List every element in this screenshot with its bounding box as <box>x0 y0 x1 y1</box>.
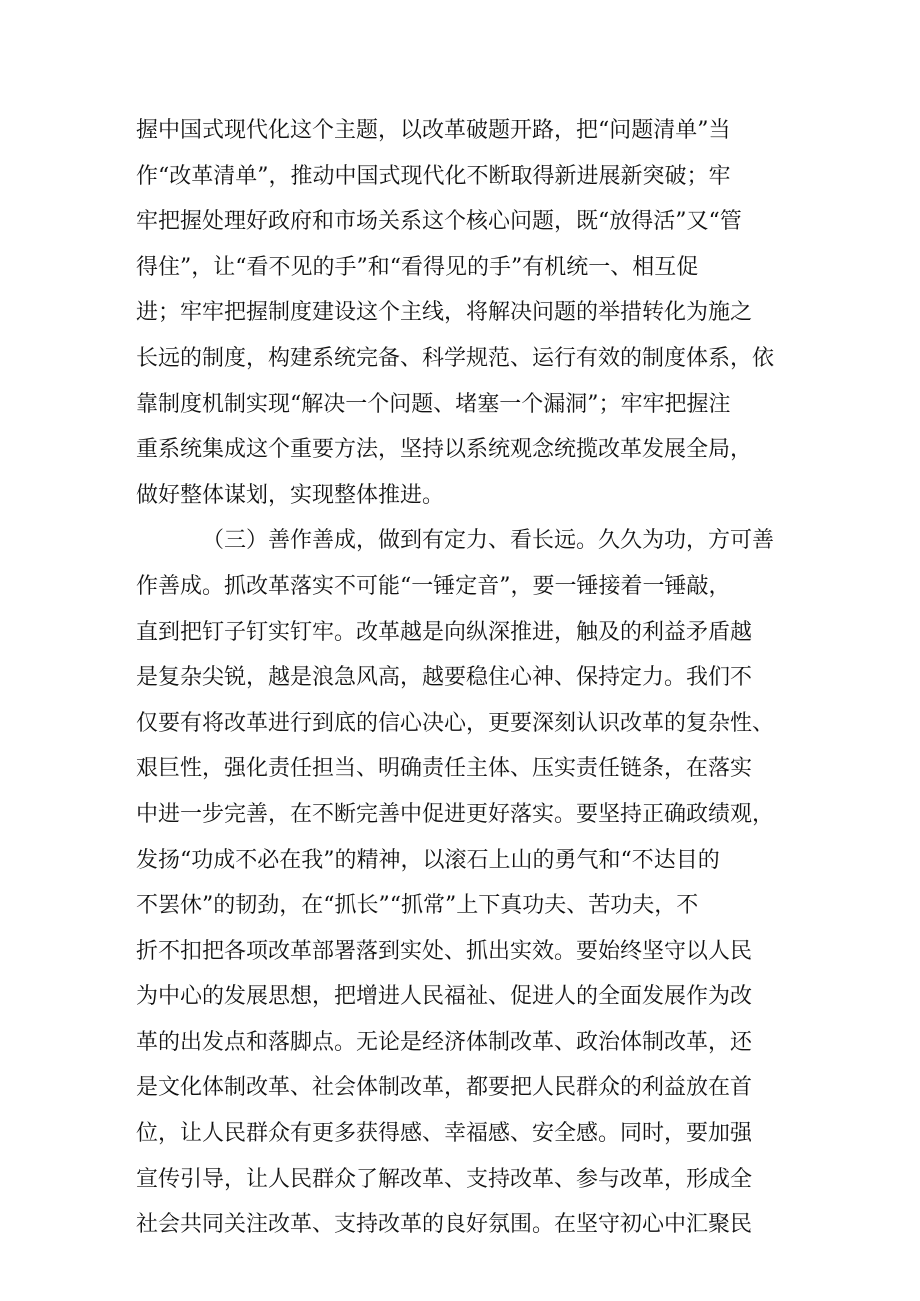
text-line-content: 中进一步完善，在不断完善中促进更好落实。要坚持正确政绩观， <box>136 801 775 827</box>
text-line <box>0 336 920 382</box>
text-line-content: 握中国式现代化这个主题，以改革破题开路，把“问题清单”当 <box>136 118 731 143</box>
text-line <box>0 1065 920 1111</box>
text-line-content: 靠制度机制实现“解决一个问题、堵塞一个漏洞”；牢牢把握注 <box>136 391 731 417</box>
text-line <box>0 1157 920 1203</box>
text-line <box>0 427 920 473</box>
text-line-content: 不罢休”的韧劲，在“抓长”“抓常”上下真功夫、苦功夫，不 <box>136 893 699 919</box>
text-line <box>0 564 920 610</box>
text-line <box>0 1202 920 1248</box>
text-line <box>0 108 920 154</box>
text-line-content: 艰巨性，强化责任担当、明确责任主体、压实责任链条，在落实 <box>136 756 753 782</box>
text-line-content: 作“改革清单”，推动中国式现代化不断取得新进展新突破；牢 <box>136 163 731 189</box>
text-line <box>0 1111 920 1157</box>
text-line-content: 得住”，让“看不见的手”和“看得见的手”有机统一、相互促 <box>136 254 699 280</box>
text-line-content: 是文化体制改革、社会体制改革，都要把人民群众的利益放在首 <box>136 1075 753 1101</box>
text-line-content: 革的出发点和落脚点。无论是经济体制改革、政治体制改革，还 <box>136 1029 753 1055</box>
text-line-content: 为中心的发展思想，把增进人民福祉、促进人的全面发展作为改 <box>136 984 753 1010</box>
text-line-content: 做好整体谋划，实现整体推进。 <box>136 482 445 508</box>
text-line <box>0 883 920 929</box>
text-line <box>0 746 920 792</box>
text-line-content: 发扬“功成不必在我”的精神，以滚石上山的勇气和“不达目的 <box>136 847 720 873</box>
text-line-content: 长远的制度，构建系统完备、科学规范、运行有效的制度体系，依 <box>136 345 775 371</box>
text-line-content: 位，让人民群众有更多获得感、幸福感、安全感。同时，要加强 <box>136 1121 753 1147</box>
body-text <box>0 108 920 1248</box>
text-line-content: 是复杂尖锐，越是浪急风高，越要稳住心神、保持定力。我们不 <box>136 665 753 691</box>
text-line <box>0 701 920 747</box>
text-line <box>0 245 920 291</box>
text-line <box>0 610 920 656</box>
paragraph-heading-line <box>0 518 920 564</box>
text-line-content: （三）善作善成，做到有定力、看长远。久久为功，方可善 <box>202 528 775 554</box>
text-line <box>0 154 920 200</box>
text-line-content: 重系统集成这个重要方法，坚持以系统观念统揽改革发展全局， <box>136 437 753 463</box>
text-line <box>0 929 920 975</box>
text-line-content: 宣传引导，让人民群众了解改革、支持改革、参与改革，形成全 <box>136 1166 753 1192</box>
text-line <box>0 655 920 701</box>
text-line-content: 折不扣把各项改革部署落到实处、抓出实效。要始终坚守以人民 <box>136 938 753 964</box>
text-line <box>0 382 920 428</box>
text-line <box>0 199 920 245</box>
text-line-content: 仅要有将改革进行到底的信心决心，更要深刻认识改革的复杂性、 <box>136 710 775 736</box>
text-line-content: 进；牢牢把握制度建设这个主线，将解决问题的举措转化为施之 <box>136 300 753 326</box>
text-line <box>0 792 920 838</box>
text-line-content: 直到把钉子钉实钉牢。改革越是向纵深推进，触及的利益矛盾越 <box>136 619 753 645</box>
text-line <box>0 838 920 884</box>
text-line <box>0 974 920 1020</box>
text-line <box>0 290 920 336</box>
text-line-content: 牢把握处理好政府和市场关系这个核心问题，既“放得活”又“管 <box>136 209 742 235</box>
text-line <box>0 1020 920 1066</box>
text-line-content: 社会共同关注改革、支持改革的良好氛围。在坚守初心中汇聚民 <box>136 1212 753 1238</box>
text-line-content: 作善成。抓改革落实不可能“一锤定音”，要一锤接着一锤敲， <box>136 573 731 599</box>
text-line <box>0 473 920 519</box>
